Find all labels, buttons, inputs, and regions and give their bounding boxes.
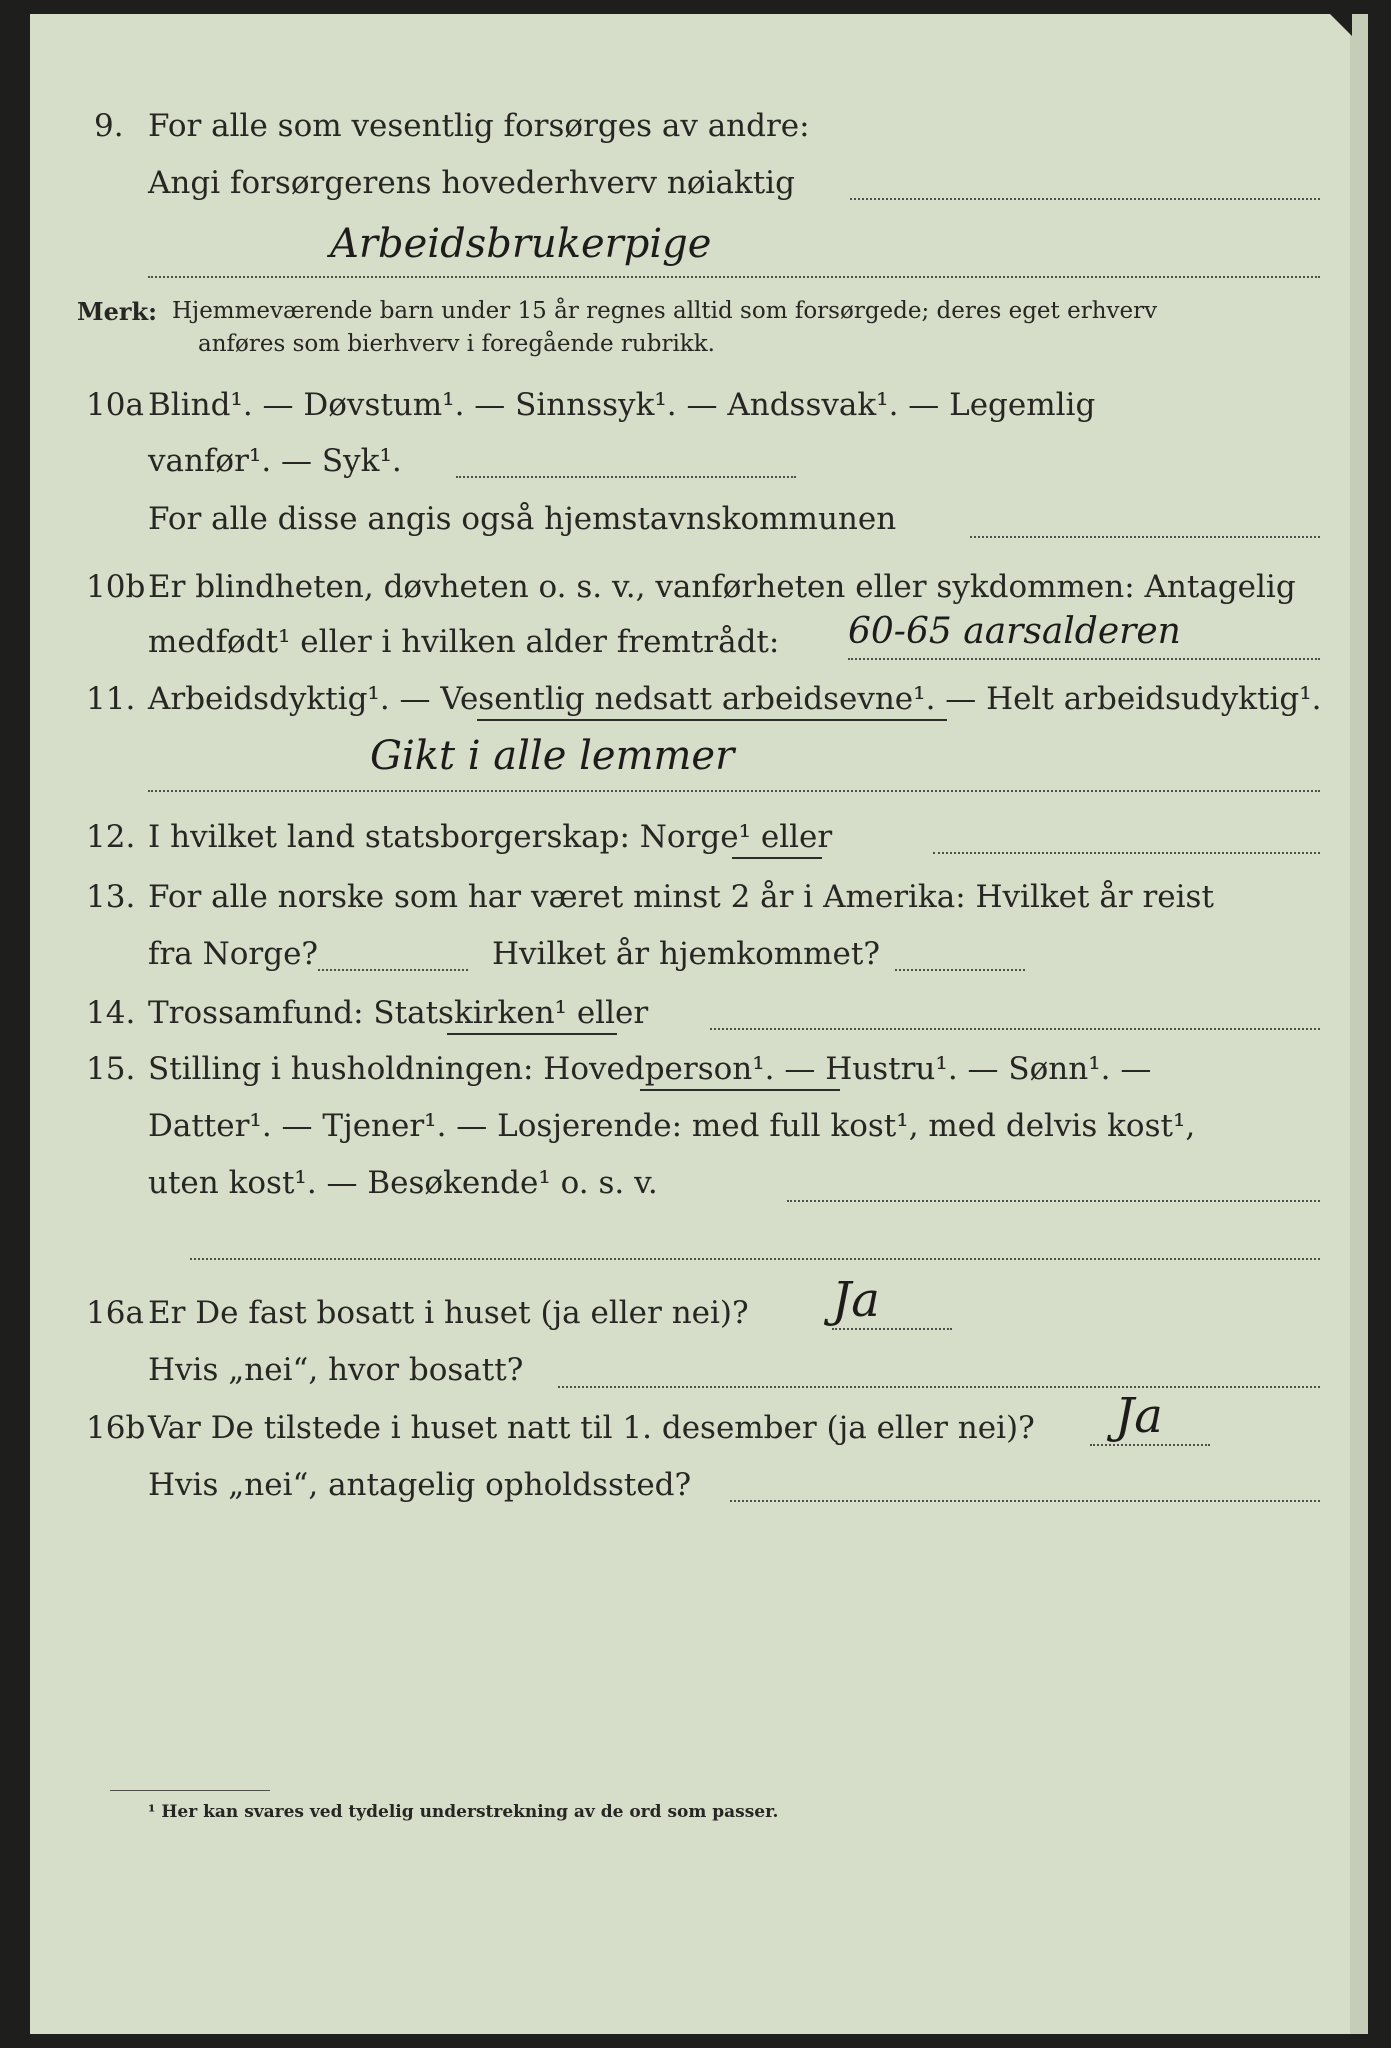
q10b-line-2: medfødt¹ eller i hvilken alder fremtrådt: (148, 624, 780, 660)
q15-line-1: Stilling i husholdningen: Hovedperson¹. — Hustru¹. — Sønn¹. — (148, 1051, 1152, 1087)
q10a-line-2: vanfør¹. — Syk¹. (148, 443, 402, 479)
q13-number: 13. (86, 879, 136, 915)
q11-answer-line (148, 790, 1320, 792)
q10a-line-3: For alle disse angis også hjemstavnskommunen (148, 501, 897, 537)
q9-provider-label: Angi forsørgerens hovederhverv nøiaktig (148, 165, 795, 201)
q15-number: 15. (86, 1051, 136, 1087)
q11-line-1: Arbeidsdyktig¹. — Vesentlig nedsatt arbeidsevne¹. — Helt arbeidsudyktig¹. (148, 681, 1322, 717)
q15-line-3: uten kost¹. — Besøkende¹ o. s. v. (148, 1165, 658, 1201)
q16b-answer-line (1090, 1444, 1210, 1446)
q12-line-1: I hvilket land statsborgerskap: Norge¹ eller (148, 819, 833, 855)
folded-corner (1330, 14, 1352, 36)
q11-answer: Gikt i alle lemmer (370, 733, 735, 779)
q13-left-line (318, 969, 468, 971)
q10b-age-line (848, 658, 1320, 660)
census-form-page (30, 14, 1352, 2034)
page-edge (1350, 14, 1368, 2034)
footnote-text: ¹ Her kan svares ved tydelig understrekning av de ord som passer. (148, 1802, 779, 1822)
q12-underline-norge (732, 857, 822, 859)
q10b-line-1: Er blindheten, døvheten o. s. v., vanførheten eller sykdommen: Antagelig (148, 569, 1296, 605)
q14-line-1: Trossamfund: Statskirken¹ eller (148, 995, 649, 1031)
q16b-answer: Ja (1115, 1388, 1163, 1444)
q13-return-label: Hvilket år hjemkommet? (492, 936, 880, 972)
q11-number: 11. (86, 681, 136, 717)
merk-line-2: anføres som bierhverv i foregående rubrikk. (198, 331, 715, 357)
q16b-line-1: Var De tilstede i huset natt til 1. desember (ja eller nei)? (148, 1410, 1035, 1446)
q10a-line-1: Blind¹. — Døvstum¹. — Sinnssyk¹. — Andssvak¹. — Legemlig (148, 387, 1096, 423)
q12-country-line (933, 852, 1320, 854)
q12-number: 12. (86, 819, 136, 855)
q9-number: 9. (94, 108, 124, 144)
merk-label: Merk: (77, 297, 157, 326)
q16a-residence-line (558, 1386, 1320, 1388)
q14-number: 14. (86, 995, 136, 1031)
q15-underline-hovedperson (640, 1089, 840, 1091)
merk-line-1: Hjemmeværende barn under 15 år regnes alltid som forsørgede; deres eget erhverv (172, 298, 1158, 324)
q10b-number: 10b (86, 569, 146, 605)
q9-provider-answer: Arbeidsbrukerpige (330, 221, 712, 267)
q13-line-1: For alle norske som har været minst 2 år i Amerika: Hvilket år reist (148, 879, 1214, 915)
q16a-answer: Ja (832, 1272, 880, 1328)
q16b-line-2: Hvis „nei“, antagelig opholdssted? (148, 1467, 692, 1503)
q10b-age-answer: 60-65 aarsalderen (848, 611, 1181, 652)
footnote-rule (110, 1790, 270, 1791)
q11-underline-vesentlig (477, 719, 947, 721)
q9-answer-line (148, 276, 1320, 278)
q14-faith-line (710, 1028, 1320, 1030)
q13-return-line (895, 969, 1025, 971)
q16b-stay-line (730, 1500, 1320, 1502)
q16a-number: 16a (86, 1295, 144, 1331)
q9-provider-line (850, 198, 1320, 200)
q16a-answer-line (832, 1328, 952, 1330)
q15-extra-line (190, 1258, 1320, 1260)
q10a-municipality-line (970, 536, 1320, 538)
q16b-number: 16b (86, 1410, 146, 1446)
q15-line-2: Datter¹. — Tjener¹. — Losjerende: med full kost¹, med delvis kost¹, (148, 1108, 1196, 1144)
q10a-sick-line (456, 476, 796, 478)
q13-left-label: fra Norge? (148, 936, 319, 972)
q16a-line-2: Hvis „nei“, hvor bosatt? (148, 1352, 524, 1388)
q10a-number: 10a (86, 387, 144, 423)
q16a-line-1: Er De fast bosatt i huset (ja eller nei)? (148, 1295, 749, 1331)
q9-question: For alle som vesentlig forsørges av andre: (148, 108, 810, 144)
q15-line-3-fill (787, 1200, 1320, 1202)
q14-underline-statskirken (447, 1033, 617, 1035)
